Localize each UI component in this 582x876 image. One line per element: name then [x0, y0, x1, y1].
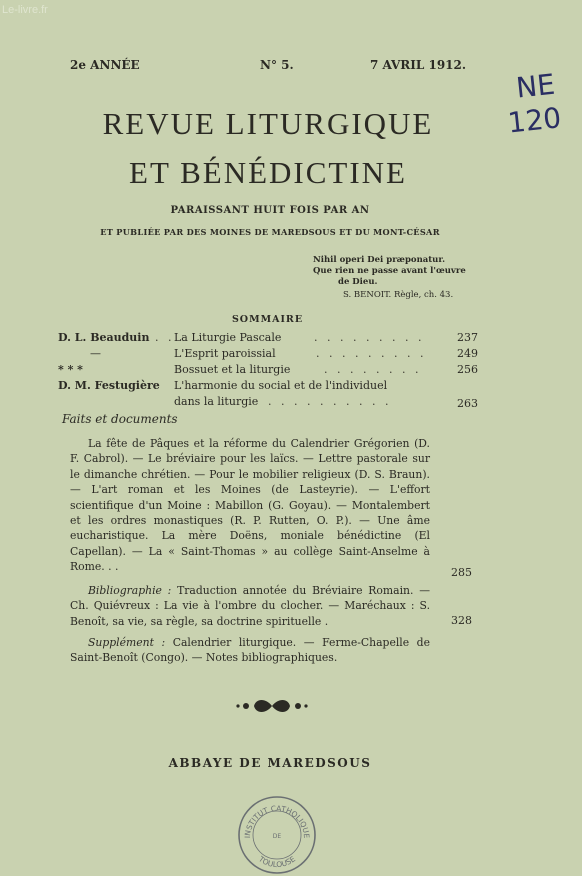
subtitle-publishers: ET PUBLIÉE PAR DES MOINES DE MAREDSOUS ET DU MONT-CÉSAR	[100, 227, 440, 237]
toc-leader: . . . . . . . . . .	[268, 395, 392, 408]
toc-leader: . . . . . . . . .	[314, 331, 425, 344]
journal-title-line-2: ET BÉNÉDICTINE	[129, 155, 407, 190]
toc-leader: . . . . . . . . .	[316, 347, 427, 360]
toc-title: La Liturgie Pascale	[174, 331, 282, 344]
issue-date: 7 AVRIL 1912.	[370, 58, 467, 72]
toc-author: —	[90, 347, 101, 360]
supplement-label: Supplément :	[88, 636, 166, 649]
toc-entry	[58, 379, 478, 411]
epigraph-attribution: S. BENOIT. Règle, ch. 43.	[343, 290, 454, 300]
bibliography-paragraph	[70, 583, 430, 629]
supplement-text: Calendrier liturgique. — Ferme-Chapelle de Saint-Benoît (Congo). — Notes bibliographiques.	[70, 636, 430, 665]
section-heading: Faits et documents	[62, 412, 178, 426]
publisher-imprint: ABBAYE DE MAREDSOUS	[168, 756, 372, 770]
handwritten-annotation	[503, 67, 563, 140]
toc-author: * * *	[58, 363, 83, 376]
toc-title: L'harmonie du social et de l'individuel	[174, 379, 388, 392]
epigraph-line-1: Nihil operi Dei præponatur.	[313, 255, 446, 265]
toc-page: 249	[457, 347, 478, 360]
supplement-paragraph	[70, 635, 430, 666]
toc-title-continued: dans la liturgie	[174, 395, 259, 408]
faits-page: 285	[451, 566, 472, 579]
handwritten-line-2: 120	[506, 101, 563, 140]
issue-number: N° 5.	[260, 58, 294, 72]
epigraph-line-2: Que rien ne passe avant l'œuvre	[313, 266, 466, 276]
stamp-text-top: INSTITUT CATHOLIQUE	[242, 803, 312, 839]
epigraph	[313, 255, 466, 301]
stamp-text-middle: DE	[272, 833, 282, 840]
bibliography-page: 328	[451, 614, 472, 627]
watermark: Le-livre.fr	[2, 4, 48, 16]
toc-page: 237	[457, 331, 478, 344]
toc-page: 256	[457, 363, 478, 376]
toc-author: D. M. Festugière	[58, 379, 160, 392]
handwritten-line-1: NE	[514, 67, 557, 105]
toc-title: Bossuet et la liturgie	[174, 363, 291, 376]
journal-title-line-1: REVUE LITURGIQUE	[102, 106, 434, 141]
toc-entry	[58, 331, 478, 347]
library-stamp	[236, 794, 318, 876]
toc-leader: . . . . . . . .	[324, 363, 422, 376]
toc-entry	[58, 363, 478, 379]
stamp-text-bottom: TOULOUSE	[256, 854, 298, 870]
contents-heading: SOMMAIRE	[231, 314, 304, 325]
bibliography-text: Traduction annotée du Bréviaire Romain. — Ch. Quiévreux : La vie à l'ombre du clocher. — Maréchaux : S. Benoît, sa vie, sa règle, sa doctrine spirituelle .	[70, 584, 430, 628]
toc-page: 263	[457, 397, 478, 410]
subtitle-frequency: PARAISSANT HUIT FOIS PAR AN	[170, 205, 370, 216]
epigraph-line-3: de Dieu.	[338, 277, 378, 287]
toc-entry	[58, 347, 478, 363]
toc-title: L'Esprit paroissial	[174, 347, 276, 360]
faits-paragraph: La fête de Pâques et la réforme du Calendrier Grégorien (D. F. Cabrol). — Le bréviaire pour les laïcs. — Lettre pastorale sur le dimanche chrétien. — Pour le mobilier religieux (D. S. Braun). — L'art roman et les Moines (de Lasteyrie). — L'effort scientifique d'un Moine : Mabillon (G. Goyau). — Montalembert et les ordres monastiques (R. P. Rutten, O. P.). — Une âme eucharistique. La mère Doëns, moniale bénédictine (El Capellan). — La « Saint-Thomas » au collège Saint-Anselme à Rome. . .	[70, 437, 430, 574]
bibliography-label: Bibliographie :	[88, 584, 172, 597]
toc-author: D. L. Beauduin	[58, 331, 150, 344]
toc-leader: . .	[155, 331, 175, 344]
fleuron-ornament	[232, 696, 312, 716]
issue-year: 2e ANNÉE	[70, 58, 140, 72]
